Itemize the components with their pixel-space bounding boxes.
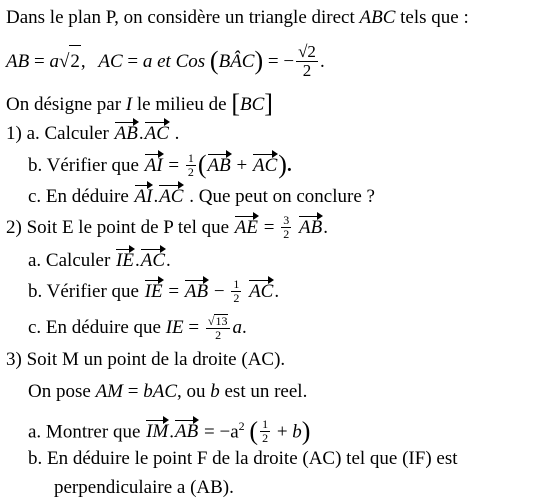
line-q3b-cont: perpendiculaire a (AB). (54, 477, 234, 498)
line-q2: 2) Soit E le point de P tel que AE = $\frac{3}{2}$ AB. (6, 212, 328, 244)
line-intro: Dans le plan P, on considère un triangle direct ABC tels que : (6, 7, 469, 28)
line-hypotheses: AB = a √ 2 , AC = a et Cos (BÂC) = − $\frac{√2}{2}$ . (6, 42, 325, 80)
line-q2a: a. Calculer IE.AC. (28, 245, 171, 277)
line-q3: 3) Soit M un point de la droite (AC). (6, 349, 286, 370)
line-q1b: b. Vérifier que AI = $\frac{1}{2}$ (AB + AC). (28, 149, 292, 181)
line-q1a: 1) a. Calculer AB.AC . (6, 118, 179, 150)
line-q2b: b. Vérifier que IE = AB − $\frac{1}{2}$ AC. (28, 276, 279, 308)
fraction-sqrt2-over-2: $\frac{√2}{2}$ (298, 42, 316, 80)
line-q3-def: On pose AM = bAC, ou b est un reel. (28, 381, 308, 402)
line-midpoint: On désigne par I le milieu de [BC] (6, 89, 273, 118)
line-q3a: a. Montrer que $IM.AB = -a^2$ ( $\frac{1}{2}$ + b) (28, 410, 310, 442)
line-q2c: c. En déduire que IE = √ 13 2 a. (28, 313, 247, 342)
line-q1c: c. En déduire AI.AC . Que peut on conclure ? (28, 181, 375, 213)
line-q3b: b. En déduire le point F de la droite (AC) tel que (IF) est (28, 448, 458, 469)
